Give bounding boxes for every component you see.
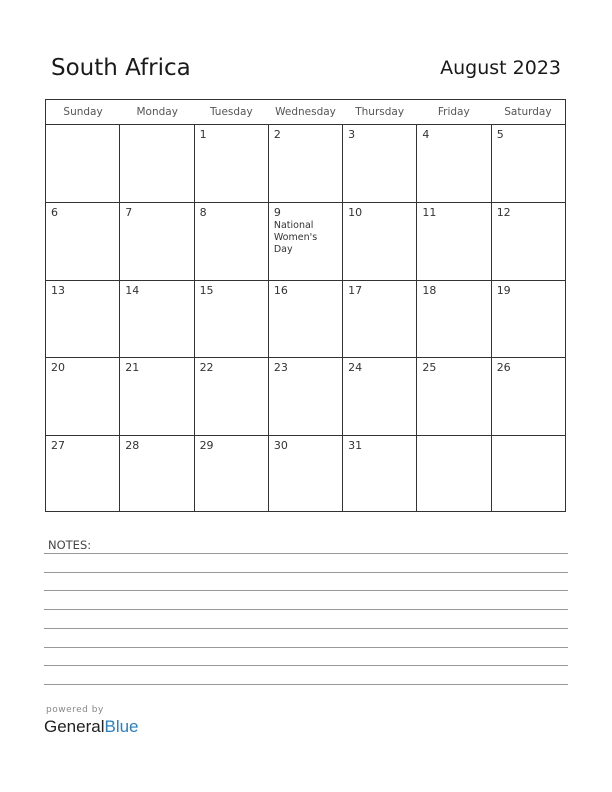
weekday-header-row: [46, 100, 565, 125]
calendar-grid: [45, 99, 566, 512]
day-number: 18: [422, 283, 437, 297]
day-cell: [268, 125, 342, 202]
day-number: 29: [199, 438, 214, 452]
day-cell: [46, 358, 119, 434]
day-number: 23: [273, 361, 288, 375]
weekday-header: Sunday: [63, 106, 103, 118]
day-cell: [342, 358, 416, 434]
notes-label: NOTES:: [48, 538, 92, 552]
day-number: 22: [199, 361, 214, 375]
day-cell: [119, 203, 193, 279]
day-number: 30: [273, 438, 288, 452]
weekday-header: Monday: [136, 106, 178, 118]
weekday-header: Thursday: [355, 106, 405, 118]
generalblue-logo: [44, 717, 139, 737]
day-cell: [342, 125, 416, 202]
day-cell: [491, 125, 565, 202]
day-number: 1: [199, 128, 207, 141]
day-cell: [342, 203, 416, 279]
day-cell: [416, 281, 490, 357]
day-number: 17: [348, 283, 363, 297]
day-cell: [416, 436, 490, 512]
day-cell: [194, 436, 268, 512]
day-number: 26: [496, 361, 511, 375]
weekday-header: Friday: [437, 106, 470, 118]
day-cell: [194, 281, 268, 357]
day-number: 2: [273, 128, 281, 141]
day-cell: [46, 125, 119, 202]
day-cell: [491, 281, 565, 357]
logo-general: General: [44, 717, 105, 736]
day-number: 11: [422, 206, 437, 220]
day-number: 25: [422, 361, 437, 375]
day-cell: [194, 203, 268, 279]
day-cell: [416, 358, 490, 434]
day-cell: [416, 203, 490, 279]
day-cell: [342, 281, 416, 357]
day-cell: [268, 203, 342, 279]
day-number: 13: [51, 283, 65, 297]
day-number: 24: [348, 361, 363, 375]
day-cell: [268, 281, 342, 357]
day-cell: [268, 436, 342, 512]
note-line: [44, 572, 568, 573]
day-number: 31: [348, 438, 363, 452]
note-line: [44, 647, 568, 648]
day-number: 16: [273, 283, 288, 297]
country-title: South Africa: [51, 55, 191, 81]
day-number: 4: [422, 128, 430, 141]
day-number: 7: [125, 206, 133, 220]
holiday-label: National Women's Day: [273, 220, 318, 256]
week-row: [46, 202, 565, 279]
day-number: 19: [496, 283, 511, 297]
day-cell: [491, 436, 565, 512]
day-cell: [46, 436, 119, 512]
day-number: 20: [51, 361, 65, 375]
week-row: [46, 125, 565, 202]
day-cell: [119, 436, 193, 512]
day-cell: [342, 436, 416, 512]
day-cell: [194, 358, 268, 434]
day-number: 21: [125, 361, 140, 375]
day-number: 9: [273, 206, 281, 220]
powered-by-text: powered by: [46, 705, 104, 715]
day-cell: [268, 358, 342, 434]
day-cell: [194, 125, 268, 202]
note-line: [44, 590, 568, 591]
day-number: 12: [496, 206, 511, 220]
day-number: 3: [348, 128, 356, 141]
note-line: [44, 628, 568, 629]
note-line: [44, 553, 568, 554]
day-cell: [119, 358, 193, 434]
day-number: 27: [51, 438, 65, 452]
month-title: August 2023: [440, 57, 561, 79]
logo-blue: Blue: [104, 717, 139, 736]
day-number: 15: [199, 283, 214, 297]
day-cell: [119, 281, 193, 357]
day-cell: [491, 203, 565, 279]
day-number: 8: [199, 206, 207, 220]
week-row: [46, 357, 565, 434]
day-cell: [416, 125, 490, 202]
day-number: 28: [125, 438, 140, 452]
note-line: [44, 665, 568, 666]
day-number: 14: [125, 283, 140, 297]
weekday-header: Tuesday: [209, 106, 253, 118]
week-row: [46, 435, 565, 512]
day-number: 5: [496, 128, 504, 141]
weekday-header: Saturday: [504, 106, 552, 118]
day-cell: [119, 125, 193, 202]
day-number: 6: [51, 206, 58, 220]
day-cell: [491, 358, 565, 434]
week-row: [46, 280, 565, 357]
note-line: [44, 609, 568, 610]
weekday-header: Wednesday: [275, 106, 336, 118]
day-cell: [46, 281, 119, 357]
day-number: 10: [348, 206, 363, 220]
note-line: [44, 684, 568, 685]
day-cell: [46, 203, 119, 279]
